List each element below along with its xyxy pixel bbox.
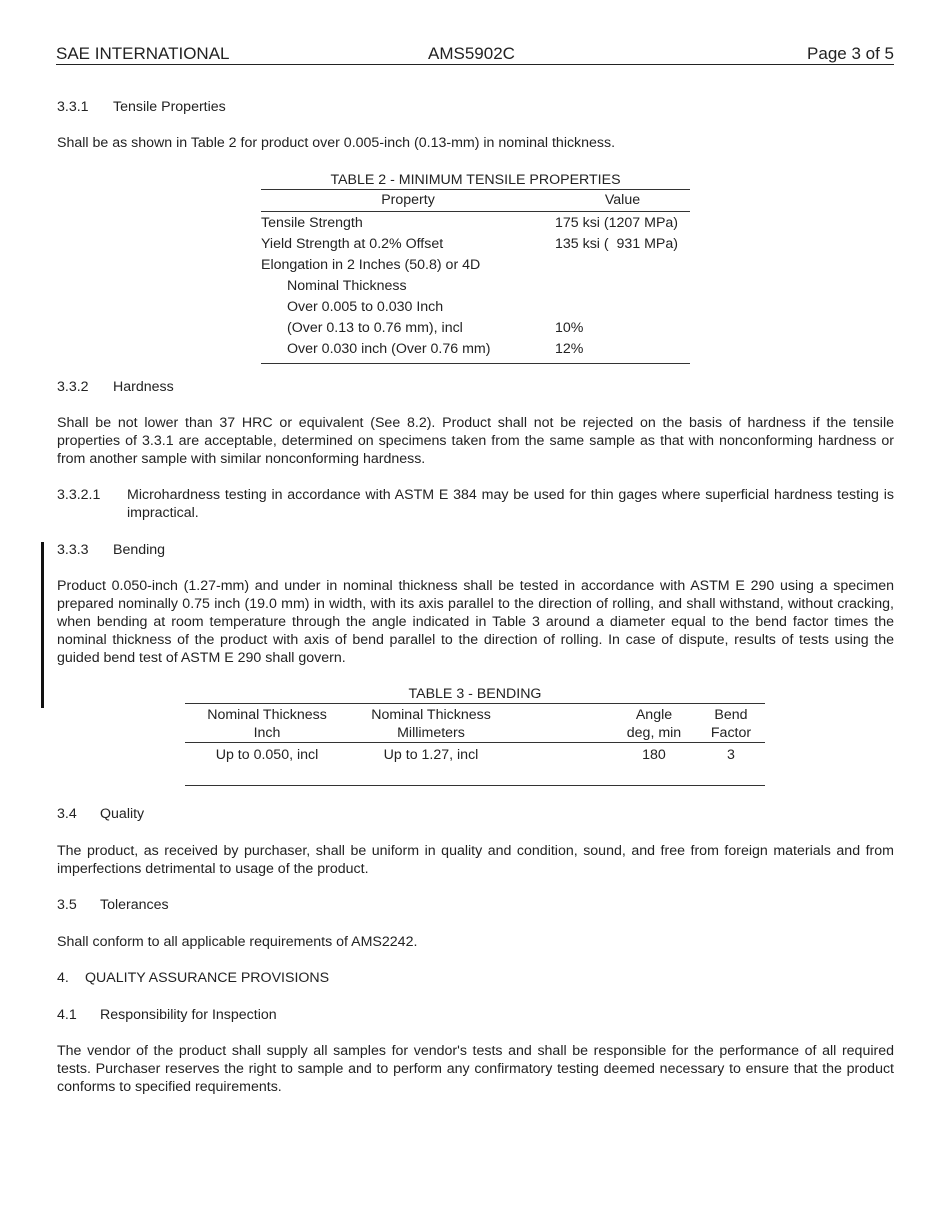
section-number: 3.3.2 — [57, 379, 89, 395]
table-bottom-rule — [261, 359, 690, 364]
property-cell: Over 0.030 inch (Over 0.76 mm) — [287, 341, 491, 357]
table-caption: TABLE 3 - BENDING — [185, 685, 765, 704]
header-line: Nominal Thickness — [207, 707, 327, 723]
section-number: 3.3.2.1 — [57, 487, 101, 503]
header-page-number: Page 3 of 5 — [807, 44, 894, 63]
section-title: QUALITY ASSURANCE PROVISIONS — [85, 970, 330, 986]
section-number: 4.1 — [57, 1007, 77, 1023]
property-cell: Over 0.005 to 0.030 Inch — [287, 299, 444, 315]
page-header — [56, 44, 894, 65]
revision-change-bar — [41, 542, 44, 708]
column-header-bend-factor — [697, 706, 765, 742]
section-title: Responsibility for Inspection — [100, 1007, 277, 1023]
angle-cell: 180 — [642, 747, 666, 763]
table-header-row — [261, 190, 690, 212]
table-caption: TABLE 2 - MINIMUM TENSILE PROPERTIES — [261, 171, 690, 190]
section-3-3-3-text: Product 0.050-inch (1.27-mm) and under in nominal thickness shall be tested in accordance with ASTM E 290 using a specimen prepared nominally 0.75 inch (19.0 mm) in width, with its axis parallel to the direction of rolling, and shall withstand, without cracking, when bending at room temperature through the angle indicated in Table 3 around a diameter equal to the bend factor times the nominal thickness of the product with axis of bend parallel to the direction of rolling. In case of dispute, results of tests using the guided bend test of ASTM E 290 shall govern. — [57, 578, 894, 666]
header-line: deg, min — [626, 725, 682, 741]
table-row — [261, 338, 690, 359]
column-header-value: Value — [604, 192, 641, 208]
table-row — [261, 212, 690, 233]
section-3-3-2-1 — [57, 486, 894, 522]
bend-factor-cell: 3 — [727, 747, 735, 763]
property-cell: Nominal Thickness — [287, 278, 407, 294]
section-number: 3.3.3 — [57, 542, 89, 558]
section-number: 3.5 — [57, 897, 77, 913]
header-line: Nominal Thickness — [371, 707, 491, 723]
value-cell: 10% — [555, 320, 584, 336]
table-row — [261, 317, 690, 338]
section-3-3-2-text: Shall be not lower than 37 HRC or equivalent (See 8.2). Product shall not be rejected on the basis of hardness if the tensile properties of 3.3.1 are acceptable, determined on specimens taken from the same sample as that with nonconforming hardness or from another sample with similar nonconforming hardness. — [57, 415, 894, 467]
property-cell: Yield Strength at 0.2% Offset — [261, 236, 444, 252]
section-number: 3.4 — [57, 806, 77, 822]
header-line: Angle — [635, 707, 673, 723]
section-3-3-3-heading — [57, 541, 894, 559]
header-line: Bend — [714, 707, 748, 723]
property-cell: Tensile Strength — [261, 215, 363, 231]
section-number: 4. — [57, 970, 69, 986]
header-line: Millimeters — [397, 725, 465, 741]
thickness-mm-cell: Up to 1.27, incl — [383, 747, 479, 763]
table-3-bending — [185, 685, 765, 786]
column-header-property: Property — [381, 192, 435, 208]
section-title: Hardness — [113, 379, 174, 395]
section-4-1-heading — [57, 1006, 894, 1024]
header-line: Inch — [253, 725, 281, 741]
section-3-5-heading — [57, 896, 894, 914]
section-title: Bending — [113, 542, 166, 558]
section-title: Tolerances — [100, 897, 169, 913]
header-line: Factor — [710, 725, 752, 741]
property-cell: (Over 0.13 to 0.76 mm), incl — [287, 320, 463, 336]
section-4-heading — [57, 969, 894, 987]
value-cell: 175 ksi (1207 MPa) — [555, 215, 679, 231]
table-header-row — [185, 704, 765, 743]
thickness-inch-cell: Up to 0.050, incl — [215, 747, 319, 763]
section-title: Quality — [100, 806, 145, 822]
table-row — [261, 296, 690, 317]
value-cell: 135 ksi ( 931 MPa) — [555, 236, 679, 252]
section-3-5-text: Shall conform to all applicable requirements of AMS2242. — [57, 934, 418, 950]
section-3-3-2-heading — [57, 378, 894, 396]
section-4-1-text: The vendor of the product shall supply all samples for vendor's tests and shall be responsible for the performance of all required tests. Purchaser reserves the right to sample and to perform any confirmatory testing deemed necessary to ensure that the product conforms to specified requirements. — [57, 1043, 894, 1095]
table-row — [185, 743, 765, 786]
header-org: SAE INTERNATIONAL — [56, 44, 230, 63]
table-2-minimum-tensile-properties — [261, 171, 690, 364]
property-cell: Elongation in 2 Inches (50.8) or 4D — [261, 257, 481, 273]
section-3-4-text: The product, as received by purchaser, shall be uniform in quality and condition, sound, and free from foreign materials and from imperfections detrimental to usage of the product. — [57, 843, 894, 877]
header-doc-id: AMS5902C — [428, 44, 515, 63]
column-header-thickness-inch — [185, 706, 349, 742]
column-header-thickness-mm — [349, 706, 513, 742]
section-number: 3.3.1 — [57, 99, 89, 115]
table-row — [261, 254, 690, 275]
column-header-angle — [611, 706, 697, 742]
section-3-3-1-text: Shall be as shown in Table 2 for product over 0.005-inch (0.13-mm) in nominal thickness. — [57, 135, 616, 151]
section-text: Microhardness testing in accordance with ASTM E 384 may be used for thin gages where superficial hardness testing is impractical. — [127, 487, 894, 521]
value-cell: 12% — [555, 341, 584, 357]
section-3-3-1-heading — [57, 98, 894, 116]
section-title: Tensile Properties — [113, 99, 226, 115]
section-3-4-heading — [57, 805, 894, 823]
table-row — [261, 233, 690, 254]
table-row — [261, 275, 690, 296]
